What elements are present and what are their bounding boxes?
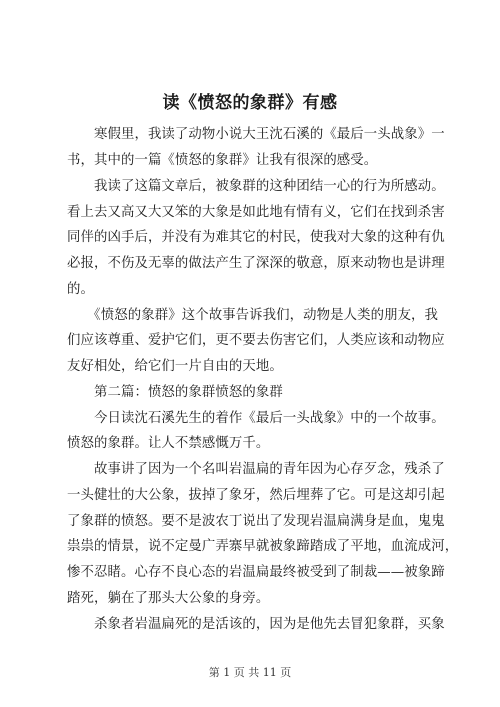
text-line-6: 必报，不伤及无辜的做法产生了深深的敬意，原来动物也是讲理	[67, 256, 445, 271]
text-line-18: 惨不忍睹。心存不良心态的岩温扁最终被受到了制裁——被象蹄	[67, 565, 445, 580]
text-line-12: 今日读沈石溪先生的着作《最后一头战象》中的一个故事。	[67, 411, 445, 426]
text-line-7: 的。	[67, 282, 94, 297]
page-footer: 第 1 页 共 11 页	[208, 666, 292, 679]
text-line-10: 友好相处，给它们一片自由的天地。	[67, 359, 283, 374]
section-heading-2: 第二篇：愤怒的象群愤怒的象群	[67, 385, 283, 400]
text-line-5: 同伴的凶手后，并没有为难其它的村民，使我对大象的这种有仇	[67, 230, 445, 245]
text-line-3: 我读了这篇文章后，被象群的这种团结一心的行为所感动。	[67, 179, 445, 194]
text-line-14: 故事讲了因为一个名叫岩温扁的青年因为心存歹念，残杀了	[67, 462, 445, 477]
text-line-16: 了象群的愤怒。要不是波农丁说出了发现岩温扁满身是血，鬼鬼	[67, 514, 445, 529]
text-line-17: 祟祟的情景，说不定曼广弄寨早就被象蹄踏成了平地，血流成河，	[67, 539, 459, 554]
text-line-1: 寒假里，我读了动物小说大王沈石溪的《最后一头战象》一	[67, 127, 445, 142]
text-line-20: 杀象者岩温扁死的是活该的，因为是他先去冒犯象群，买象	[67, 617, 445, 632]
text-line-19: 踏死，躺在了那头大公象的身旁。	[67, 591, 270, 606]
text-line-15: 一头健壮的大公象，拔掉了象牙，然后埋葬了它。可是这却引起	[67, 488, 445, 503]
text-line-2: 书，其中的一篇《愤怒的象群》让我有很深的感受。	[67, 153, 378, 168]
text-line-8: 《愤怒的象群》这个故事告诉我们，动物是人类的朋友，我	[67, 308, 439, 323]
text-line-9: 们应该尊重、爱护它们，更不要去伤害它们，人类应该和动物应	[67, 333, 445, 348]
text-line-4: 看上去又高又大又笨的大象是如此地有情有义，它们在找到杀害	[67, 205, 445, 220]
document-title: 读《愤怒的象群》有感	[162, 93, 338, 113]
text-line-13: 愤怒的象群。让人不禁感慨万千。	[67, 436, 270, 451]
